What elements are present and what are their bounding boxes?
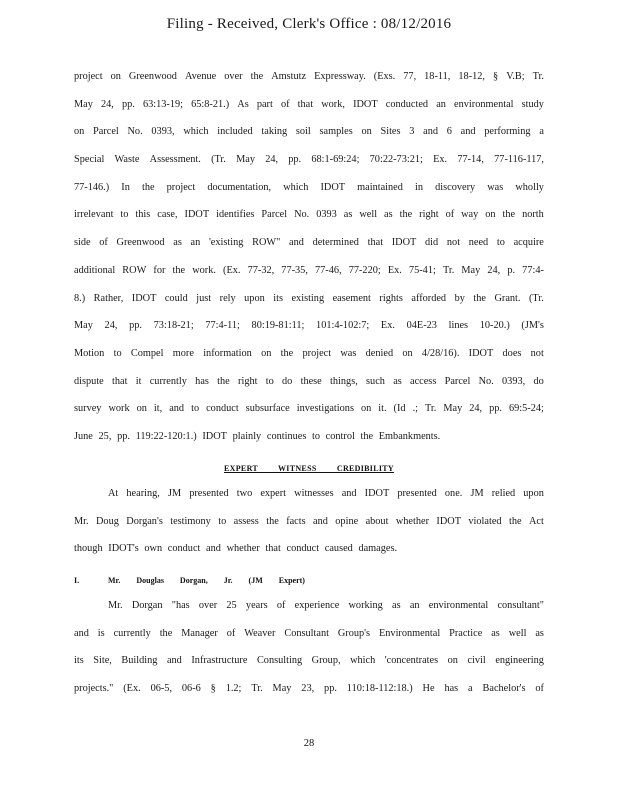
text-line: June 25, pp. 119:22-120:1.) IDOT plainly continues to control the Embankments. [74, 430, 441, 442]
page-number: 28 [303, 738, 315, 749]
text-line: Motion to Compel more information on the project was denied on 4/28/16). IDOT does not [74, 347, 544, 359]
text-line: dispute that it currently has the right to do these things, such as access Parcel No. 0393, do [74, 375, 544, 387]
text-line: on Parcel No. 0393, which included taking soil samples on Sites 3 and 6 and performing a [74, 126, 544, 138]
text-line: Mr. Dorgan "has over 25 years of experience working as an environmental consultant" [108, 600, 544, 611]
text-line: Mr. Doug Dorgan's testimony to assess the facts and opine about whether IDOT violated the Act [74, 515, 544, 527]
subsection-heading [74, 576, 374, 585]
paragraph-2 [74, 487, 544, 570]
paragraph-3 [74, 599, 544, 710]
text-line: survey work on it, and to conduct subsurface investigations on it. (Id .; Tr. May 24, pp. 69:5-24; [74, 403, 544, 415]
text-line: Special Waste Assessment. (Tr. May 24, pp. 68:1-69:24; 70:22-73:21; Ex. 77-14, 77-116-117, [74, 154, 544, 166]
section-heading-text: EXPERT WITNESS CREDIBILITY [224, 464, 394, 473]
paragraph-1 [74, 70, 544, 458]
text-line: 77-146.) In the project documentation, which IDOT maintained in discovery was wholly [74, 181, 544, 193]
subsection-number: I. [74, 576, 80, 585]
text-line: irrelevant to this case, IDOT identifies Parcel No. 0393 as well as the right of way on the north [74, 209, 544, 221]
filing-header: Filing - Received, Clerk's Office : 08/12/2016 [166, 16, 452, 32]
text-line: 8.) Rather, IDOT could just rely upon its existing easement rights afforded by the Grant. (Tr. [74, 292, 544, 304]
text-line: side of Greenwood as an 'existing ROW" and determined that IDOT did not need to acquire [74, 237, 544, 249]
text-line: project on Greenwood Avenue over the Amstutz Expressway. (Exs. 77, 18-11, 18-12, § V.B; Tr. [74, 71, 544, 82]
subsection-title: Mr. Douglas Dorgan, Jr. (JM Expert) [108, 576, 305, 585]
text-line: additional ROW for the work. (Ex. 77-32, 77-35, 77-46, 77-220; Ex. 75-41; Tr. May 24, p. 77:4- [74, 264, 544, 276]
text-line: projects." (Ex. 06-5, 06-6 § 1.2; Tr. May 23, pp. 110:18-112:18.) He has a Bachelor's of [74, 683, 544, 695]
section-heading [0, 464, 618, 473]
text-line: and is currently the Manager of Weaver Consultant Group's Environmental Practice as well as [74, 627, 544, 639]
text-line: At hearing, JM presented two expert witnesses and IDOT presented one. JM relied upon [108, 488, 544, 499]
text-line: its Site, Building and Infrastructure Consulting Group, which 'concentrates on civil engineering [74, 655, 544, 667]
text-line: May 24, pp. 73:18-21; 77:4-11; 80:19-81:11; 101:4-102:7; Ex. 04E-23 lines 10-20.) (JM's [74, 320, 544, 332]
text-line: May 24, pp. 63:13-19; 65:8-21.) As part of that work, IDOT conducted an environmental study [74, 98, 544, 110]
text-line: though IDOT's own conduct and whether that conduct caused damages. [74, 543, 398, 555]
